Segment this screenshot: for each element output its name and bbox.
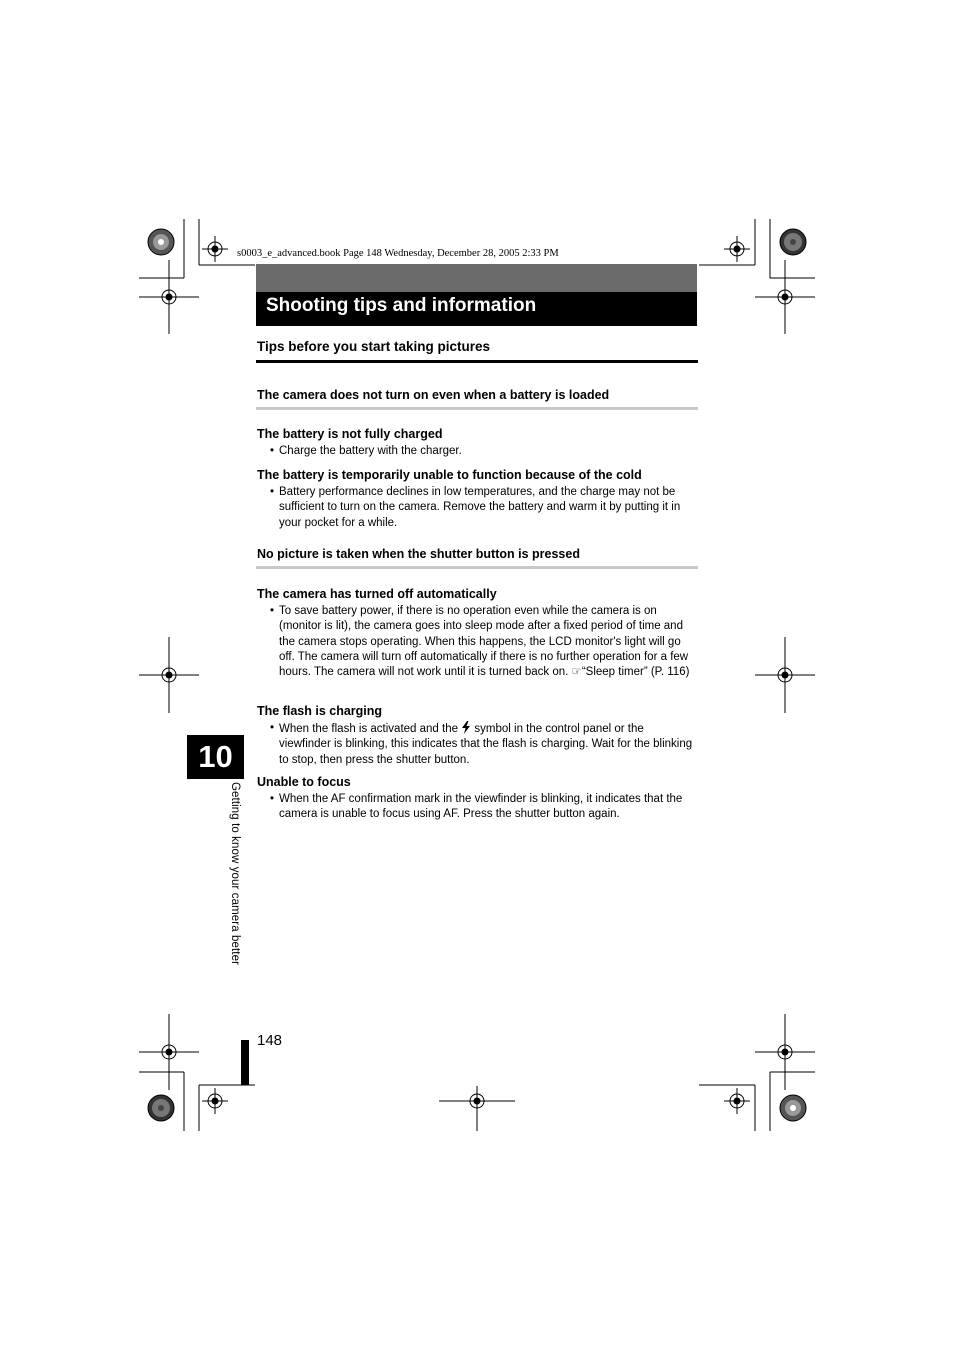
subtitle-rule xyxy=(256,360,698,363)
print-header-line: s0003_e_advanced.book Page 148 Wednesday, December 28, 2005 2:33 PM xyxy=(237,248,559,259)
bullet-text: Charge the battery with the charger. xyxy=(279,445,462,457)
bullet-item: • Battery performance declines in low temperatures, and the charge may not be sufficient to turn on the camera. Remove the battery and warm it by putting it in your pocket for a while. xyxy=(270,485,698,531)
page-number: 148 xyxy=(257,1032,283,1049)
problem-heading-no-picture: No picture is taken when the shutter button is pressed xyxy=(257,547,580,561)
bullet-text: When the AF confirmation mark in the viewfinder is blinking, it indicates that the camera is unable to focus using AF. Press the shutter button again. xyxy=(279,793,683,821)
problem-rule xyxy=(256,407,698,410)
chapter-side-label: Getting to know your camera better xyxy=(229,782,241,966)
bullet-text: To save battery power, if there is no operation even while the camera is on (monitor is lit), the camera goes into sleep mode after a fixed period of time and the camera stops operating. When this happens, the LCD monitor's light will go off. The camera will turn off automatically if there is no further operation for a few hours. The camera will not work until it is turned back on. ☞“Sleep timer” (P. 116) xyxy=(279,605,690,679)
chapter-tab: 10 xyxy=(187,735,244,779)
cause-heading: Unable to focus xyxy=(257,775,351,789)
cause-heading: The battery is not fully charged xyxy=(257,427,443,441)
cause-heading: The battery is temporarily unable to function because of the cold xyxy=(257,468,642,482)
title-band xyxy=(256,264,697,292)
section-subtitle: Tips before you start taking pictures xyxy=(257,339,491,354)
page-title: Shooting tips and information xyxy=(256,292,697,326)
problem-rule xyxy=(256,566,698,569)
bullet-item: • When the flash is activated and the symbol in the control panel or the viewfinder is blinking, this indicates that the flash is charging. Wait for the blinking to stop, then press the shutter button. xyxy=(270,721,698,768)
cause-heading: The flash is charging xyxy=(257,704,383,718)
problem-heading-no-power: The camera does not turn on even when a battery is loaded xyxy=(257,388,610,402)
bullet-item: • To save battery power, if there is no operation even while the camera is on (monitor is lit), the camera goes into sleep mode after a fixed period of time and the camera stops operating. When this happens, the LCD monitor's light will go off. The camera will turn off automatically if there is no further operation for a few hours. The camera will not work until it is turned back on. ☞“Sleep timer” (P. 116) xyxy=(270,604,698,680)
bullet-text: When the flash is activated and the symbol in the control panel or the viewfinder is blinking, this indicates that the flash is charging. Wait for the blinking to stop, then press the shutter button. xyxy=(279,723,693,766)
page-number-bar xyxy=(241,1040,249,1085)
bullet-text: Battery performance declines in low temperatures, and the charge may not be sufficient to turn on the camera. Remove the battery and warm it by putting it in your pocket for a while. xyxy=(279,486,681,529)
bullet-item: • When the AF confirmation mark in the viewfinder is blinking, it indicates that the camera is unable to focus using AF. Press the shutter button again. xyxy=(270,792,698,823)
cause-heading: The camera has turned off automatically xyxy=(257,587,497,601)
bullet-item: • Charge the battery with the charger. xyxy=(270,444,698,459)
flash-lightning-icon xyxy=(461,721,471,734)
